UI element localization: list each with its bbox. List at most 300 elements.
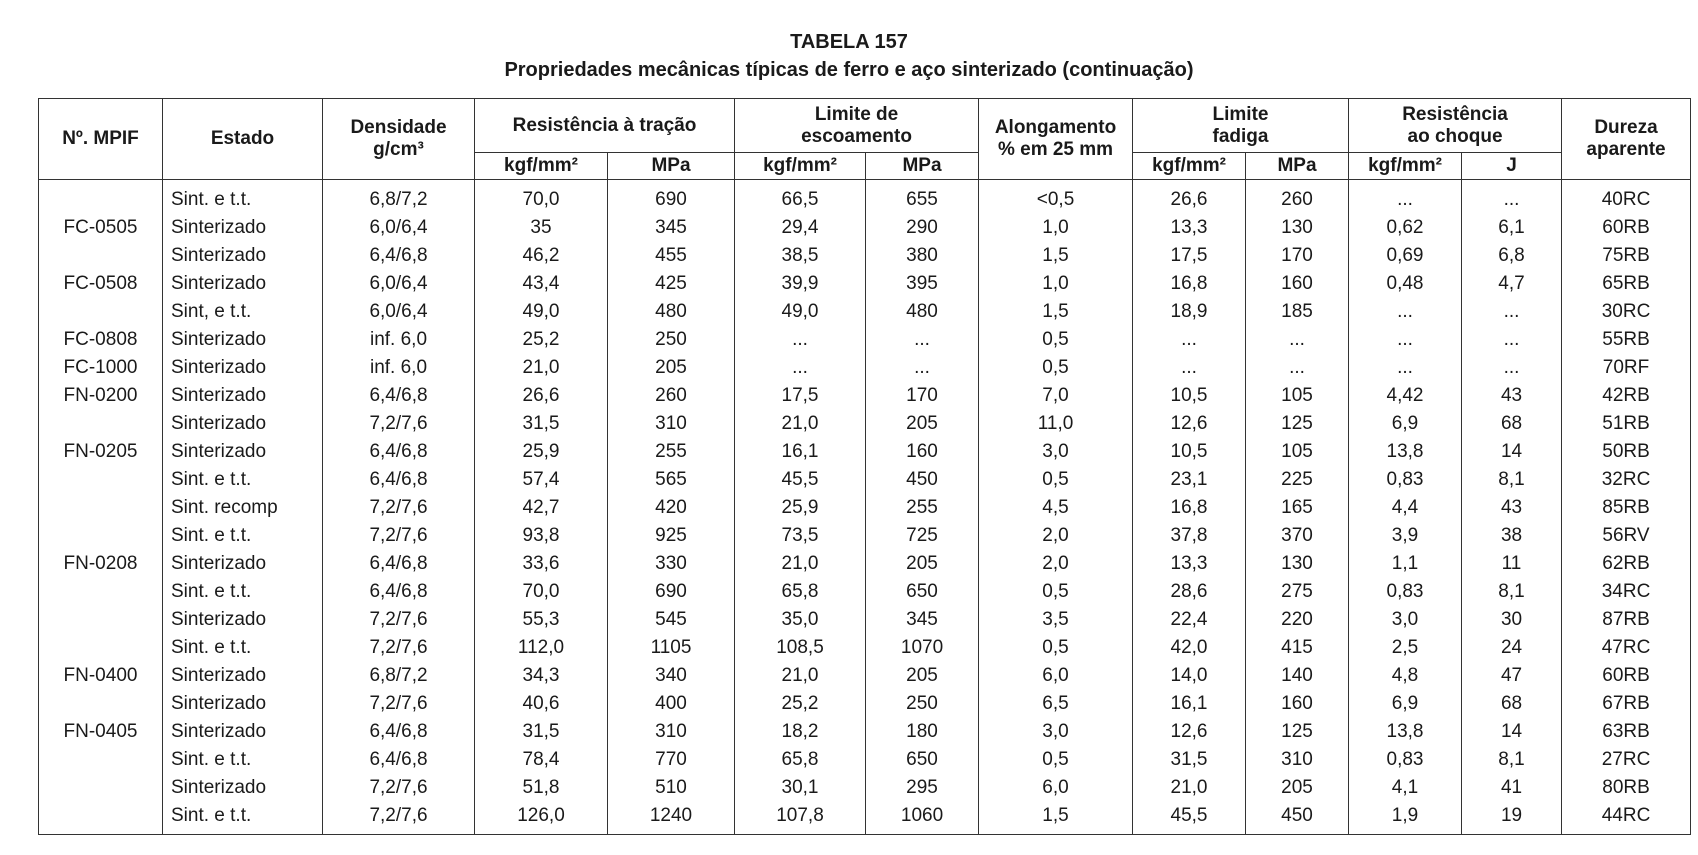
cell-densidade: 6,4/6,8 [323, 550, 475, 578]
cell-escoamento-mpa: 725 [866, 522, 979, 550]
cell-fadiga-kgf: 45,5 [1133, 802, 1246, 835]
table-row [39, 382, 1691, 410]
cell-choque-kgf: 6,9 [1349, 410, 1462, 438]
cell-fadiga-kgf: 28,6 [1133, 578, 1246, 606]
cell-tracao-kgf: 46,2 [475, 242, 608, 270]
cell-alongamento: 6,0 [979, 774, 1133, 802]
cell-densidade: 7,2/7,6 [323, 494, 475, 522]
table-row [39, 690, 1691, 718]
cell-choque-j: 8,1 [1462, 578, 1562, 606]
cell-fadiga-mpa: 105 [1246, 382, 1349, 410]
cell-estado: Sinterizado [163, 662, 323, 690]
cell-escoamento-kgf: ... [735, 326, 866, 354]
cell-choque-j: 8,1 [1462, 746, 1562, 774]
cell-fadiga-mpa: 160 [1246, 270, 1349, 298]
cell-estado: Sinterizado [163, 410, 323, 438]
cell-escoamento-mpa: ... [866, 326, 979, 354]
cell-escoamento-mpa: 205 [866, 662, 979, 690]
cell-escoamento-kgf: 108,5 [735, 634, 866, 662]
cell-fadiga-mpa: 450 [1246, 802, 1349, 835]
subheader-mpa: MPa [608, 153, 735, 180]
cell-escoamento-mpa: 180 [866, 718, 979, 746]
table-title: TABELA 157 [790, 31, 908, 53]
cell-fadiga-mpa: 165 [1246, 494, 1349, 522]
cell-densidade: 6,4/6,8 [323, 242, 475, 270]
cell-densidade: 6,4/6,8 [323, 746, 475, 774]
cell-estado: Sinterizado [163, 690, 323, 718]
cell-choque-kgf: ... [1349, 354, 1462, 382]
cell-fadiga-kgf: 12,6 [1133, 410, 1246, 438]
cell-choque-kgf: 1,9 [1349, 802, 1462, 835]
cell-tracao-mpa: 770 [608, 746, 735, 774]
cell-tracao-mpa: 205 [608, 354, 735, 382]
cell-choque-kgf: 0,62 [1349, 214, 1462, 242]
cell-fadiga-kgf: 13,3 [1133, 550, 1246, 578]
cell-alongamento: 2,0 [979, 550, 1133, 578]
header-limite-escoamento: Limite de escoamento [735, 99, 979, 153]
cell-fadiga-mpa: ... [1246, 326, 1349, 354]
cell-choque-j: 14 [1462, 718, 1562, 746]
cell-escoamento-kgf: 49,0 [735, 298, 866, 326]
cell-choque-j: ... [1462, 326, 1562, 354]
cell-fadiga-mpa: 140 [1246, 662, 1349, 690]
cell-estado: Sinterizado [163, 718, 323, 746]
cell-estado: Sint. e t.t. [163, 180, 323, 215]
cell-alongamento: 0,5 [979, 746, 1133, 774]
cell-mpif [39, 578, 163, 606]
cell-mpif [39, 242, 163, 270]
cell-dureza: 42RB [1562, 382, 1691, 410]
cell-escoamento-kgf: ... [735, 354, 866, 382]
cell-densidade: 6,0/6,4 [323, 214, 475, 242]
cell-alongamento: 0,5 [979, 354, 1133, 382]
cell-tracao-kgf: 49,0 [475, 298, 608, 326]
cell-fadiga-kgf: 16,8 [1133, 494, 1246, 522]
cell-choque-j: ... [1462, 354, 1562, 382]
cell-escoamento-kgf: 16,1 [735, 438, 866, 466]
cell-mpif: FN-0205 [39, 438, 163, 466]
cell-choque-j: 47 [1462, 662, 1562, 690]
cell-tracao-kgf: 70,0 [475, 180, 608, 215]
cell-fadiga-mpa: 275 [1246, 578, 1349, 606]
table-row [39, 522, 1691, 550]
cell-escoamento-mpa: 250 [866, 690, 979, 718]
cell-escoamento-kgf: 25,2 [735, 690, 866, 718]
cell-dureza: 30RC [1562, 298, 1691, 326]
cell-escoamento-mpa: 1070 [866, 634, 979, 662]
cell-mpif [39, 746, 163, 774]
cell-densidade: 6,8/7,2 [323, 180, 475, 215]
cell-fadiga-kgf: 22,4 [1133, 606, 1246, 634]
cell-choque-kgf: 0,69 [1349, 242, 1462, 270]
cell-choque-j: 30 [1462, 606, 1562, 634]
cell-tracao-kgf: 31,5 [475, 718, 608, 746]
cell-tracao-kgf: 93,8 [475, 522, 608, 550]
cell-alongamento: 0,5 [979, 634, 1133, 662]
cell-fadiga-mpa: ... [1246, 354, 1349, 382]
header-resist-choque: Resistência ao choque [1349, 99, 1562, 153]
cell-escoamento-mpa: 290 [866, 214, 979, 242]
cell-tracao-mpa: 1240 [608, 802, 735, 835]
cell-alongamento: 1,5 [979, 802, 1133, 835]
cell-escoamento-mpa: 380 [866, 242, 979, 270]
table-row [39, 606, 1691, 634]
title-block [0, 28, 1698, 84]
cell-tracao-mpa: 340 [608, 662, 735, 690]
cell-alongamento: 6,5 [979, 690, 1133, 718]
cell-tracao-mpa: 345 [608, 214, 735, 242]
cell-estado: Sint, e t.t. [163, 298, 323, 326]
cell-escoamento-kgf: 18,2 [735, 718, 866, 746]
cell-fadiga-kgf: 14,0 [1133, 662, 1246, 690]
cell-mpif [39, 410, 163, 438]
cell-tracao-kgf: 42,7 [475, 494, 608, 522]
cell-alongamento: 0,5 [979, 466, 1133, 494]
cell-choque-j: 24 [1462, 634, 1562, 662]
cell-mpif: FC-0505 [39, 214, 163, 242]
cell-choque-kgf: 6,9 [1349, 690, 1462, 718]
subheader-kgf: kgf/mm² [1133, 153, 1246, 180]
cell-estado: Sinterizado [163, 774, 323, 802]
cell-estado: Sint. e t.t. [163, 746, 323, 774]
cell-escoamento-kgf: 17,5 [735, 382, 866, 410]
cell-choque-kgf: 13,8 [1349, 438, 1462, 466]
cell-mpif: FN-0200 [39, 382, 163, 410]
cell-choque-kgf: 4,42 [1349, 382, 1462, 410]
cell-alongamento: 1,0 [979, 270, 1133, 298]
cell-escoamento-kgf: 107,8 [735, 802, 866, 835]
cell-choque-j: 43 [1462, 382, 1562, 410]
cell-densidade: 6,4/6,8 [323, 578, 475, 606]
cell-estado: Sint. e t.t. [163, 634, 323, 662]
cell-tracao-kgf: 70,0 [475, 578, 608, 606]
cell-fadiga-kgf: 17,5 [1133, 242, 1246, 270]
cell-escoamento-kgf: 65,8 [735, 578, 866, 606]
header-densidade [323, 99, 475, 180]
cell-alongamento: 3,0 [979, 438, 1133, 466]
cell-escoamento-kgf: 65,8 [735, 746, 866, 774]
table-row [39, 438, 1691, 466]
cell-mpif [39, 180, 163, 215]
cell-densidade: 7,2/7,6 [323, 410, 475, 438]
cell-dureza: 27RC [1562, 746, 1691, 774]
cell-tracao-kgf: 112,0 [475, 634, 608, 662]
cell-escoamento-kgf: 39,9 [735, 270, 866, 298]
cell-escoamento-kgf: 38,5 [735, 242, 866, 270]
cell-dureza: 47RC [1562, 634, 1691, 662]
header-alongamento: Alongamento % em 25 mm [979, 99, 1133, 180]
cell-mpif [39, 802, 163, 835]
cell-choque-j: 14 [1462, 438, 1562, 466]
cell-dureza: 51RB [1562, 410, 1691, 438]
cell-choque-j: 38 [1462, 522, 1562, 550]
cell-fadiga-mpa: 225 [1246, 466, 1349, 494]
cell-escoamento-mpa: 205 [866, 410, 979, 438]
header-limite-fadiga: Limite fadiga [1133, 99, 1349, 153]
cell-choque-kgf: ... [1349, 298, 1462, 326]
cell-dureza: 60RB [1562, 214, 1691, 242]
cell-tracao-kgf: 33,6 [475, 550, 608, 578]
cell-mpif [39, 298, 163, 326]
cell-fadiga-kgf: 10,5 [1133, 382, 1246, 410]
cell-tracao-mpa: 545 [608, 606, 735, 634]
cell-tracao-mpa: 455 [608, 242, 735, 270]
cell-tracao-kgf: 51,8 [475, 774, 608, 802]
subheader-kgf: kgf/mm² [735, 153, 866, 180]
cell-tracao-kgf: 25,9 [475, 438, 608, 466]
cell-densidade: 7,2/7,6 [323, 690, 475, 718]
table-row [39, 270, 1691, 298]
cell-densidade: 7,2/7,6 [323, 634, 475, 662]
cell-dureza: 62RB [1562, 550, 1691, 578]
cell-tracao-mpa: 250 [608, 326, 735, 354]
cell-fadiga-mpa: 260 [1246, 180, 1349, 215]
cell-dureza: 87RB [1562, 606, 1691, 634]
cell-choque-kgf: 0,83 [1349, 466, 1462, 494]
cell-choque-j: 4,7 [1462, 270, 1562, 298]
cell-densidade: 7,2/7,6 [323, 522, 475, 550]
subheader-j: J [1462, 153, 1562, 180]
cell-estado: Sint. e t.t. [163, 466, 323, 494]
cell-tracao-kgf: 25,2 [475, 326, 608, 354]
cell-fadiga-mpa: 205 [1246, 774, 1349, 802]
cell-escoamento-kgf: 35,0 [735, 606, 866, 634]
cell-fadiga-mpa: 170 [1246, 242, 1349, 270]
table-row [39, 718, 1691, 746]
cell-mpif: FC-0508 [39, 270, 163, 298]
cell-mpif: FC-1000 [39, 354, 163, 382]
cell-tracao-mpa: 480 [608, 298, 735, 326]
cell-densidade: 7,2/7,6 [323, 802, 475, 835]
cell-densidade: 7,2/7,6 [323, 774, 475, 802]
cell-choque-kgf: ... [1349, 326, 1462, 354]
table-row [39, 662, 1691, 690]
cell-dureza: 70RF [1562, 354, 1691, 382]
cell-densidade: 6,8/7,2 [323, 662, 475, 690]
table-row [39, 802, 1691, 835]
cell-mpif: FN-0400 [39, 662, 163, 690]
cell-fadiga-mpa: 160 [1246, 690, 1349, 718]
table-subtitle: Propriedades mecânicas típicas de ferro e aço sinterizado (continuação) [504, 59, 1194, 81]
cell-choque-kgf: 13,8 [1349, 718, 1462, 746]
cell-densidade: 6,4/6,8 [323, 466, 475, 494]
table-row [39, 774, 1691, 802]
table-body [39, 180, 1691, 835]
cell-densidade: 6,0/6,4 [323, 298, 475, 326]
header-densidade-unit: g/cm³ [373, 139, 424, 160]
cell-estado: Sinterizado [163, 270, 323, 298]
cell-fadiga-mpa: 415 [1246, 634, 1349, 662]
table-row [39, 354, 1691, 382]
cell-choque-kgf: 0,48 [1349, 270, 1462, 298]
cell-tracao-kgf: 34,3 [475, 662, 608, 690]
subheader-kgf: kgf/mm² [475, 153, 608, 180]
cell-tracao-kgf: 55,3 [475, 606, 608, 634]
cell-alongamento: 3,0 [979, 718, 1133, 746]
table-row [39, 466, 1691, 494]
cell-mpif: FN-0405 [39, 718, 163, 746]
cell-escoamento-mpa: 1060 [866, 802, 979, 835]
cell-escoamento-mpa: 650 [866, 746, 979, 774]
cell-tracao-kgf: 26,6 [475, 382, 608, 410]
cell-choque-j: 6,8 [1462, 242, 1562, 270]
cell-escoamento-kgf: 45,5 [735, 466, 866, 494]
cell-dureza: 85RB [1562, 494, 1691, 522]
cell-choque-j: 68 [1462, 690, 1562, 718]
cell-dureza: 80RB [1562, 774, 1691, 802]
cell-fadiga-mpa: 370 [1246, 522, 1349, 550]
cell-alongamento: <0,5 [979, 180, 1133, 215]
cell-dureza: 67RB [1562, 690, 1691, 718]
cell-escoamento-mpa: 255 [866, 494, 979, 522]
cell-dureza: 44RC [1562, 802, 1691, 835]
table-row [39, 214, 1691, 242]
cell-fadiga-mpa: 310 [1246, 746, 1349, 774]
cell-fadiga-kgf: 13,3 [1133, 214, 1246, 242]
cell-tracao-mpa: 565 [608, 466, 735, 494]
cell-densidade: 6,0/6,4 [323, 270, 475, 298]
cell-densidade: 6,4/6,8 [323, 382, 475, 410]
cell-mpif [39, 606, 163, 634]
cell-fadiga-kgf: 26,6 [1133, 180, 1246, 215]
cell-escoamento-mpa: 295 [866, 774, 979, 802]
cell-mpif [39, 466, 163, 494]
cell-fadiga-kgf: 18,9 [1133, 298, 1246, 326]
cell-estado: Sinterizado [163, 214, 323, 242]
properties-table [38, 98, 1691, 835]
cell-fadiga-kgf: 42,0 [1133, 634, 1246, 662]
header-densidade-label: Densidade [350, 117, 447, 138]
cell-estado: Sinterizado [163, 438, 323, 466]
table-row [39, 494, 1691, 522]
cell-fadiga-kgf: ... [1133, 354, 1246, 382]
table-row [39, 180, 1691, 215]
cell-mpif [39, 774, 163, 802]
cell-fadiga-kgf: 16,8 [1133, 270, 1246, 298]
cell-fadiga-kgf: 31,5 [1133, 746, 1246, 774]
cell-choque-j: 43 [1462, 494, 1562, 522]
cell-alongamento: 0,5 [979, 578, 1133, 606]
cell-fadiga-mpa: 105 [1246, 438, 1349, 466]
cell-choque-j: ... [1462, 180, 1562, 215]
cell-estado: Sint. e t.t. [163, 522, 323, 550]
cell-escoamento-mpa: 170 [866, 382, 979, 410]
cell-escoamento-mpa: 480 [866, 298, 979, 326]
cell-tracao-mpa: 420 [608, 494, 735, 522]
cell-tracao-mpa: 330 [608, 550, 735, 578]
cell-dureza: 60RB [1562, 662, 1691, 690]
table-row [39, 326, 1691, 354]
cell-choque-kgf: 3,9 [1349, 522, 1462, 550]
cell-dureza: 50RB [1562, 438, 1691, 466]
cell-densidade: inf. 6,0 [323, 354, 475, 382]
cell-choque-j: 8,1 [1462, 466, 1562, 494]
cell-estado: Sint. e t.t. [163, 578, 323, 606]
table-row [39, 746, 1691, 774]
cell-densidade: 6,4/6,8 [323, 718, 475, 746]
cell-alongamento: 6,0 [979, 662, 1133, 690]
cell-escoamento-mpa: 655 [866, 180, 979, 215]
cell-choque-j: 41 [1462, 774, 1562, 802]
cell-alongamento: 3,5 [979, 606, 1133, 634]
cell-alongamento: 2,0 [979, 522, 1133, 550]
cell-choque-kgf: 1,1 [1349, 550, 1462, 578]
cell-dureza: 34RC [1562, 578, 1691, 606]
cell-dureza: 75RB [1562, 242, 1691, 270]
cell-tracao-kgf: 31,5 [475, 410, 608, 438]
cell-fadiga-mpa: 125 [1246, 410, 1349, 438]
cell-tracao-kgf: 40,6 [475, 690, 608, 718]
cell-escoamento-mpa: 395 [866, 270, 979, 298]
cell-fadiga-kgf: 37,8 [1133, 522, 1246, 550]
cell-mpif [39, 634, 163, 662]
cell-choque-j: ... [1462, 298, 1562, 326]
header-estado: Estado [163, 99, 323, 180]
cell-escoamento-kgf: 21,0 [735, 550, 866, 578]
cell-mpif: FN-0208 [39, 550, 163, 578]
cell-dureza: 63RB [1562, 718, 1691, 746]
cell-dureza: 40RC [1562, 180, 1691, 215]
cell-escoamento-kgf: 25,9 [735, 494, 866, 522]
cell-tracao-kgf: 35 [475, 214, 608, 242]
cell-fadiga-kgf: ... [1133, 326, 1246, 354]
cell-estado: Sinterizado [163, 550, 323, 578]
cell-alongamento: 1,0 [979, 214, 1133, 242]
cell-tracao-mpa: 925 [608, 522, 735, 550]
cell-tracao-mpa: 690 [608, 180, 735, 215]
cell-mpif [39, 522, 163, 550]
cell-escoamento-mpa: 650 [866, 578, 979, 606]
cell-fadiga-kgf: 23,1 [1133, 466, 1246, 494]
cell-alongamento: 1,5 [979, 298, 1133, 326]
table-row [39, 550, 1691, 578]
cell-mpif [39, 690, 163, 718]
cell-alongamento: 11,0 [979, 410, 1133, 438]
cell-mpif [39, 494, 163, 522]
table-row [39, 578, 1691, 606]
cell-alongamento: 7,0 [979, 382, 1133, 410]
cell-choque-kgf: ... [1349, 180, 1462, 215]
table-row [39, 242, 1691, 270]
cell-tracao-mpa: 690 [608, 578, 735, 606]
cell-tracao-mpa: 1105 [608, 634, 735, 662]
cell-tracao-mpa: 400 [608, 690, 735, 718]
cell-dureza: 56RV [1562, 522, 1691, 550]
cell-escoamento-kgf: 29,4 [735, 214, 866, 242]
cell-choque-kgf: 0,83 [1349, 746, 1462, 774]
cell-choque-j: 11 [1462, 550, 1562, 578]
cell-choque-j: 6,1 [1462, 214, 1562, 242]
cell-escoamento-mpa: 450 [866, 466, 979, 494]
cell-estado: Sinterizado [163, 242, 323, 270]
cell-choque-kgf: 0,83 [1349, 578, 1462, 606]
cell-tracao-mpa: 255 [608, 438, 735, 466]
table-row [39, 410, 1691, 438]
header-mpif: Nº. MPIF [39, 99, 163, 180]
cell-densidade: 7,2/7,6 [323, 606, 475, 634]
cell-fadiga-kgf: 16,1 [1133, 690, 1246, 718]
cell-tracao-kgf: 21,0 [475, 354, 608, 382]
cell-choque-kgf: 4,8 [1349, 662, 1462, 690]
cell-fadiga-kgf: 10,5 [1133, 438, 1246, 466]
cell-alongamento: 4,5 [979, 494, 1133, 522]
cell-densidade: 6,4/6,8 [323, 438, 475, 466]
cell-estado: Sint. recomp [163, 494, 323, 522]
header-dureza: Dureza aparente [1562, 99, 1691, 180]
cell-fadiga-kgf: 21,0 [1133, 774, 1246, 802]
cell-tracao-kgf: 43,4 [475, 270, 608, 298]
cell-tracao-mpa: 310 [608, 718, 735, 746]
